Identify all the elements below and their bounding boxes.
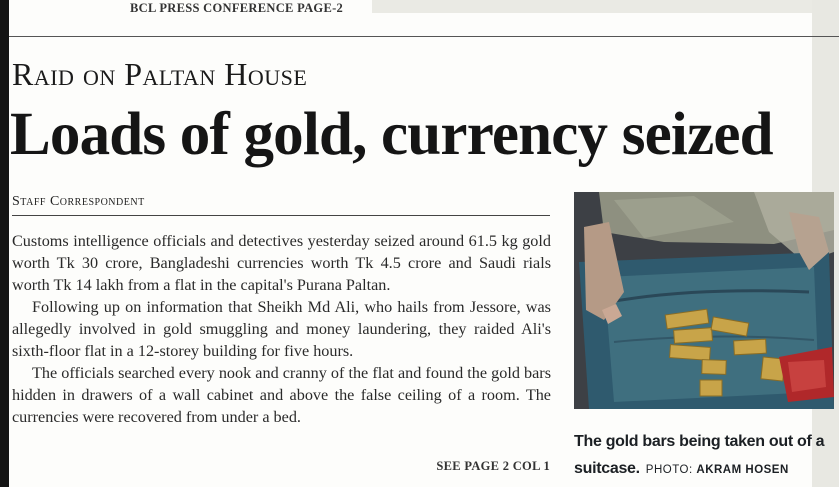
jump-header: BCL PRESS CONFERENCE PAGE-2	[130, 1, 344, 15]
byline-rule	[12, 215, 550, 216]
byline: Staff Correspondent	[12, 194, 145, 209]
kicker: Raid on Paltan House	[12, 56, 308, 92]
page-left-edge	[0, 0, 9, 487]
header-rule	[9, 36, 839, 37]
paragraph: Customs intelligence officials and detectives yesterday seized around 61.5 kg gold worth Tk 30 crore, Bangladeshi currencies worth Tk 4.5 crore and Saudi rials worth Tk 14 lakh from a flat in the capital's Purana Paltan.	[12, 232, 551, 294]
photo-caption	[574, 428, 839, 484]
news-photo	[574, 192, 834, 409]
credit-name: AKRAM HOSEN	[696, 464, 789, 476]
paragraph: The officials searched every nook and cranny of the flat and found the gold bars hidden in drawers of a wall cabinet and above the false ceiling of a room. The currencies were recovered from under a bed.	[12, 364, 551, 426]
credit-label: PHOTO:	[645, 464, 693, 476]
photo-credit	[646, 464, 789, 476]
article-body	[12, 230, 551, 428]
top-gray-strip	[372, 0, 812, 13]
paragraph: Following up on information that Sheikh Md Ali, who hails from Jessore, was allegedly involved in gold smuggling and money laundering, they raided Ali's sixth-floor flat in a 12-storey building for five hours.	[12, 298, 551, 360]
continuation-link[interactable]: SEE PAGE 2 COL 1	[436, 459, 550, 473]
caption-text: The gold bars being taken out of a suitcase.	[574, 433, 825, 477]
headline: Loads of gold, currency seized	[10, 101, 773, 168]
gold-suitcase-photo	[574, 192, 834, 409]
